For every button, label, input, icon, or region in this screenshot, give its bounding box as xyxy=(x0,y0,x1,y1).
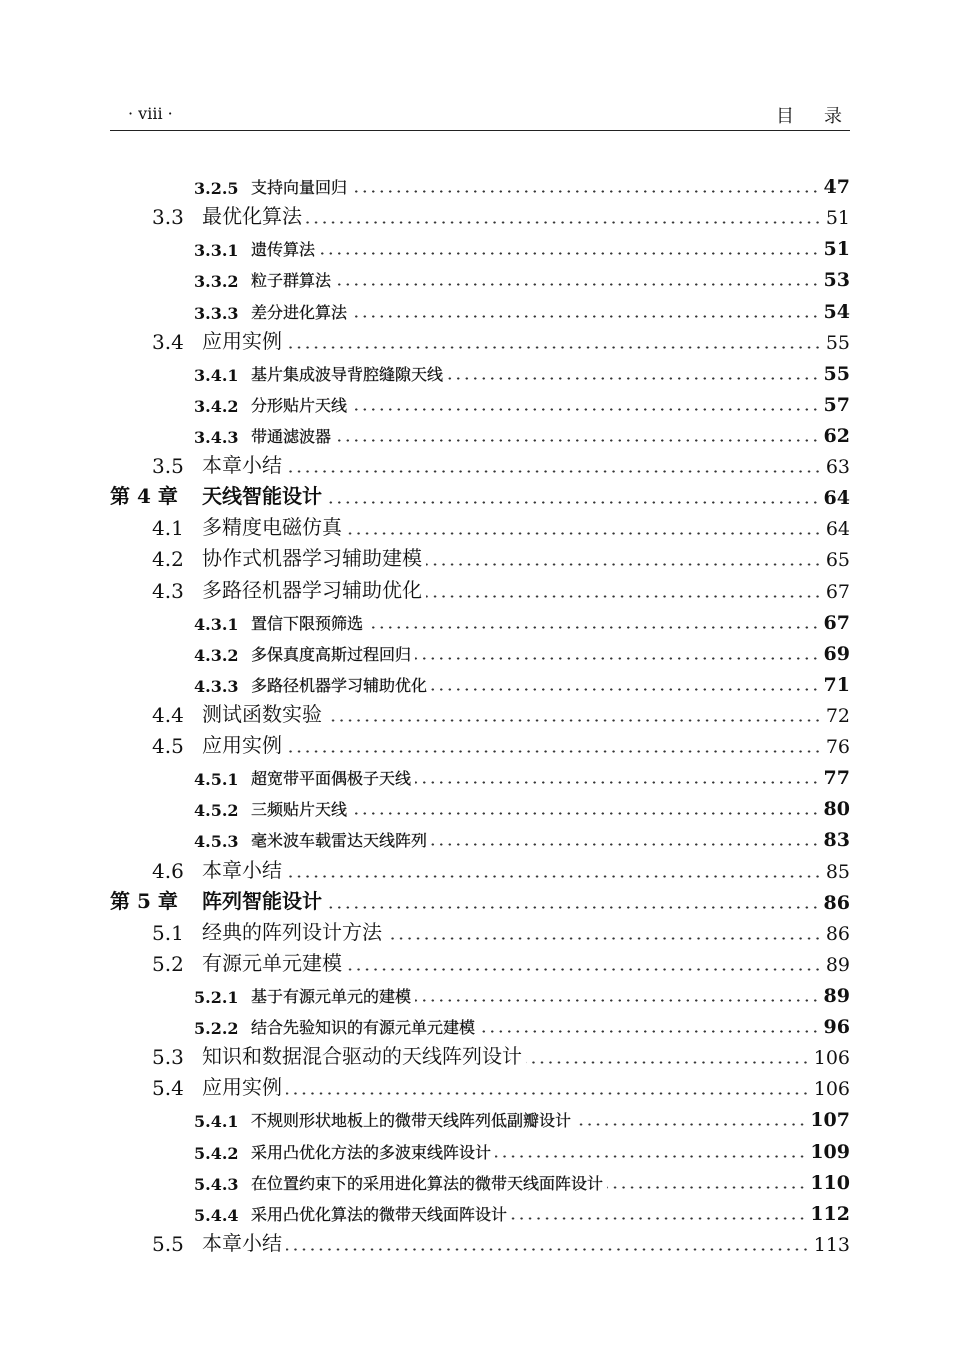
toc-entry-title: 应用实例 xyxy=(202,328,282,353)
toc-entry-number: 3.4.3 xyxy=(194,427,239,447)
toc-entry-sub[interactable] xyxy=(110,264,850,295)
toc-entry-title: 三频贴片天线 xyxy=(251,800,348,820)
toc-entry-title: 在位置约束下的采用进化算法的微带天线面阵设计 xyxy=(251,1173,604,1193)
toc-entry-page: 65 xyxy=(825,549,850,572)
toc-entry-title: 应用实例 xyxy=(202,1075,282,1100)
toc-entry-sub[interactable] xyxy=(110,1104,850,1135)
dot-leader xyxy=(511,1217,806,1220)
toc-entry-section[interactable] xyxy=(110,731,850,762)
dot-leader xyxy=(431,843,820,846)
toc-entry-page: 64 xyxy=(825,518,850,541)
toc-entry-sub[interactable] xyxy=(110,607,850,638)
toc-entry-sub[interactable] xyxy=(110,295,850,326)
toc-entry-sub[interactable] xyxy=(110,389,850,420)
toc-entry-sub[interactable] xyxy=(110,1198,850,1229)
toc-entry-page: 106 xyxy=(813,1047,850,1070)
toc-entry-number: 5.2 xyxy=(152,951,184,976)
toc-entry-page: 69 xyxy=(823,642,850,665)
page-number-header: · viii · xyxy=(128,104,173,123)
toc-entry-page: 63 xyxy=(825,456,850,479)
toc-entry-section[interactable] xyxy=(110,700,850,731)
toc-entry-sub[interactable] xyxy=(110,824,850,855)
toc-entry-page: 86 xyxy=(823,891,850,914)
table-of-contents xyxy=(110,171,850,1260)
toc-entry-chapter[interactable] xyxy=(110,482,850,513)
toc-entry-title: 多路径机器学习辅助优化 xyxy=(202,577,422,602)
dot-leader xyxy=(326,501,820,504)
dot-leader xyxy=(326,906,820,909)
dot-leader xyxy=(335,439,820,442)
toc-entry-page: 85 xyxy=(825,860,850,883)
toc-entry-number: 4.2 xyxy=(152,547,184,572)
toc-entry-chapter[interactable] xyxy=(110,887,850,918)
toc-entry-number: 5.2.2 xyxy=(194,1019,239,1039)
dot-leader xyxy=(526,1061,810,1064)
dot-leader xyxy=(286,470,822,473)
dot-leader xyxy=(319,252,820,255)
toc-entry-page: 64 xyxy=(823,487,850,510)
toc-entry-page: 86 xyxy=(825,922,850,945)
toc-entry-number: 4.5.1 xyxy=(194,770,239,790)
dot-leader xyxy=(607,1186,806,1189)
toc-entry-section[interactable] xyxy=(110,1073,850,1104)
toc-entry-number: 第 4 章 xyxy=(110,484,178,509)
toc-entry-page: 55 xyxy=(823,362,850,385)
toc-entry-title: 有源元单元建模 xyxy=(202,950,342,975)
toc-entry-sub[interactable] xyxy=(110,233,850,264)
dot-leader xyxy=(367,626,820,629)
toc-entry-page: 47 xyxy=(823,176,850,199)
toc-entry-number: 4.5 xyxy=(152,734,184,759)
dot-leader xyxy=(346,532,822,535)
dot-leader xyxy=(351,408,820,411)
dot-leader xyxy=(286,1248,810,1251)
toc-entry-number: 4.3.3 xyxy=(194,676,239,696)
toc-entry-title: 置信下限预筛选 xyxy=(251,613,364,633)
toc-entry-page: 83 xyxy=(823,829,850,852)
toc-entry-title: 本章小结 xyxy=(202,1230,282,1255)
toc-entry-section[interactable] xyxy=(110,855,850,886)
toc-entry-section[interactable] xyxy=(110,575,850,606)
dot-leader xyxy=(286,875,822,878)
toc-entry-section[interactable] xyxy=(110,544,850,575)
toc-entry-sub[interactable] xyxy=(110,1167,850,1198)
toc-entry-number: 3.3.2 xyxy=(194,272,239,292)
toc-entry-title: 基于有源元单元的建模 xyxy=(251,986,412,1006)
toc-entry-sub[interactable] xyxy=(110,358,850,389)
toc-entry-page: 62 xyxy=(823,424,850,447)
toc-entry-title: 遗传算法 xyxy=(251,240,316,260)
toc-entry-title: 多路径机器学习辅助优化 xyxy=(251,675,428,695)
toc-entry-section[interactable] xyxy=(110,327,850,358)
toc-entry-number: 3.5 xyxy=(152,454,184,479)
toc-entry-page: 112 xyxy=(810,1202,850,1225)
toc-entry-title: 超宽带平面偶极子天线 xyxy=(251,769,412,789)
toc-entry-title: 支持向量回归 xyxy=(251,178,348,198)
toc-entry-page: 57 xyxy=(823,393,850,416)
toc-entry-number: 5.4 xyxy=(152,1076,184,1101)
toc-entry-title: 本章小结 xyxy=(202,857,282,882)
toc-entry-page: 72 xyxy=(825,704,850,727)
toc-entry-title: 基片集成波导背腔缝隙天线 xyxy=(251,364,444,384)
running-header-title: 目录 xyxy=(776,106,872,127)
toc-entry-section[interactable] xyxy=(110,451,850,482)
toc-entry-page: 106 xyxy=(813,1078,850,1101)
toc-entry-number: 5.3 xyxy=(152,1045,184,1070)
toc-entry-sub[interactable] xyxy=(110,793,850,824)
toc-entry-page: 96 xyxy=(823,1016,850,1039)
dot-leader xyxy=(386,937,822,940)
toc-entry-section[interactable] xyxy=(110,513,850,544)
toc-entry-number: 3.4 xyxy=(152,329,184,354)
toc-entry-number: 3.3.1 xyxy=(194,241,239,261)
dot-leader xyxy=(351,315,820,318)
toc-entry-number: 4.3 xyxy=(152,578,184,603)
toc-entry-page: 67 xyxy=(823,611,850,634)
toc-entry-sub[interactable] xyxy=(110,171,850,202)
dot-leader xyxy=(306,221,822,224)
toc-entry-page: 54 xyxy=(823,300,850,323)
toc-entry-sub[interactable] xyxy=(110,669,850,700)
dot-leader xyxy=(575,1123,806,1126)
toc-entry-page: 71 xyxy=(823,673,850,696)
toc-entry-sub[interactable] xyxy=(110,762,850,793)
dot-leader xyxy=(351,190,820,193)
toc-entry-number: 5.1 xyxy=(152,920,184,945)
toc-entry-number: 3.2.5 xyxy=(194,179,239,199)
toc-entry-number: 3.3 xyxy=(152,205,184,230)
dot-leader xyxy=(415,781,820,784)
toc-entry-sub[interactable] xyxy=(110,420,850,451)
toc-entry-section[interactable] xyxy=(110,918,850,949)
toc-entry-title: 毫米波车载雷达天线阵列 xyxy=(251,831,428,851)
toc-entry-page: 80 xyxy=(823,798,850,821)
toc-entry-title: 结合先验知识的有源元单元建模 xyxy=(251,1018,476,1038)
dot-leader xyxy=(415,657,820,660)
toc-entry-number: 4.4 xyxy=(152,702,184,727)
dot-leader xyxy=(286,1092,810,1095)
dot-leader xyxy=(335,283,820,286)
dot-leader xyxy=(351,812,820,815)
toc-entry-number: 5.4.4 xyxy=(194,1205,239,1225)
toc-entry-title: 应用实例 xyxy=(202,733,282,758)
dot-leader xyxy=(426,595,822,598)
dot-leader xyxy=(326,719,822,722)
toc-entry-number: 4.5.2 xyxy=(194,801,239,821)
toc-entry-page: 51 xyxy=(825,207,850,230)
toc-entry-number: 5.4.2 xyxy=(194,1143,239,1163)
toc-entry-page: 55 xyxy=(825,331,850,354)
toc-entry-title: 不规则形状地板上的微带天线阵列低副瓣设计 xyxy=(251,1111,572,1131)
toc-entry-title: 测试函数实验 xyxy=(202,701,322,726)
toc-entry-page: 107 xyxy=(810,1109,850,1132)
dot-leader xyxy=(286,346,822,349)
toc-entry-number: 3.3.3 xyxy=(194,303,239,323)
toc-entry-number: 3.4.2 xyxy=(194,396,239,416)
toc-entry-page: 77 xyxy=(823,767,850,790)
toc-entry-title: 最优化算法 xyxy=(202,204,302,229)
toc-entry-sub[interactable] xyxy=(110,1135,850,1166)
toc-entry-title: 带通滤波器 xyxy=(251,426,332,446)
toc-entry-section[interactable] xyxy=(110,1042,850,1073)
toc-entry-number: 5.5 xyxy=(152,1231,184,1256)
dot-leader xyxy=(426,563,822,566)
toc-entry-title: 阵列智能设计 xyxy=(202,888,322,913)
toc-entry-title: 采用凸优化算法的微带天线面阵设计 xyxy=(251,1204,508,1224)
toc-entry-number: 4.1 xyxy=(152,516,184,541)
toc-entry-section[interactable] xyxy=(110,1229,850,1260)
toc-entry-number: 4.6 xyxy=(152,858,184,883)
toc-entry-title: 本章小结 xyxy=(202,453,282,478)
toc-entry-section[interactable] xyxy=(110,949,850,980)
toc-entry-sub[interactable] xyxy=(110,980,850,1011)
toc-entry-title: 天线智能设计 xyxy=(202,484,322,509)
dot-leader xyxy=(415,999,820,1002)
toc-entry-page: 76 xyxy=(825,736,850,759)
toc-entry-number: 5.2.1 xyxy=(194,987,239,1007)
toc-entry-title: 多精度电磁仿真 xyxy=(202,515,342,540)
toc-entry-number: 5.4.3 xyxy=(194,1174,239,1194)
toc-entry-page: 109 xyxy=(810,1140,850,1163)
toc-entry-title: 粒子群算法 xyxy=(251,271,332,291)
toc-entry-page: 53 xyxy=(823,269,850,292)
toc-entry-sub[interactable] xyxy=(110,1011,850,1042)
dot-leader xyxy=(431,688,820,691)
toc-entry-number: 4.5.3 xyxy=(194,832,239,852)
toc-entry-page: 51 xyxy=(823,238,850,261)
toc-entry-title: 差分进化算法 xyxy=(251,302,348,322)
dot-leader xyxy=(495,1155,806,1158)
toc-entry-page: 89 xyxy=(823,984,850,1007)
toc-entry-title: 采用凸优化方法的多波束线阵设计 xyxy=(251,1142,492,1162)
toc-entry-title: 知识和数据混合驱动的天线阵列设计 xyxy=(202,1044,522,1069)
toc-entry-number: 4.3.2 xyxy=(194,645,239,665)
toc-entry-title: 分形贴片天线 xyxy=(251,395,348,415)
toc-entry-page: 110 xyxy=(810,1171,850,1194)
dot-leader xyxy=(346,968,822,971)
toc-entry-page: 67 xyxy=(825,580,850,603)
toc-entry-title: 多保真度高斯过程回归 xyxy=(251,644,412,664)
toc-entry-page: 89 xyxy=(825,953,850,976)
dot-leader xyxy=(447,377,820,380)
toc-entry-number: 4.3.1 xyxy=(194,614,239,634)
toc-entry-number: 5.4.1 xyxy=(194,1112,239,1132)
toc-entry-title: 经典的阵列设计方法 xyxy=(202,919,382,944)
toc-entry-title: 协作式机器学习辅助建模 xyxy=(202,546,422,571)
dot-leader xyxy=(286,750,822,753)
header-rule xyxy=(110,130,850,131)
toc-entry-number: 3.4.1 xyxy=(194,365,239,385)
toc-entry-sub[interactable] xyxy=(110,638,850,669)
dot-leader xyxy=(479,1030,820,1033)
toc-entry-section[interactable] xyxy=(110,202,850,233)
toc-entry-number: 第 5 章 xyxy=(110,888,178,913)
toc-entry-page: 113 xyxy=(813,1233,850,1256)
